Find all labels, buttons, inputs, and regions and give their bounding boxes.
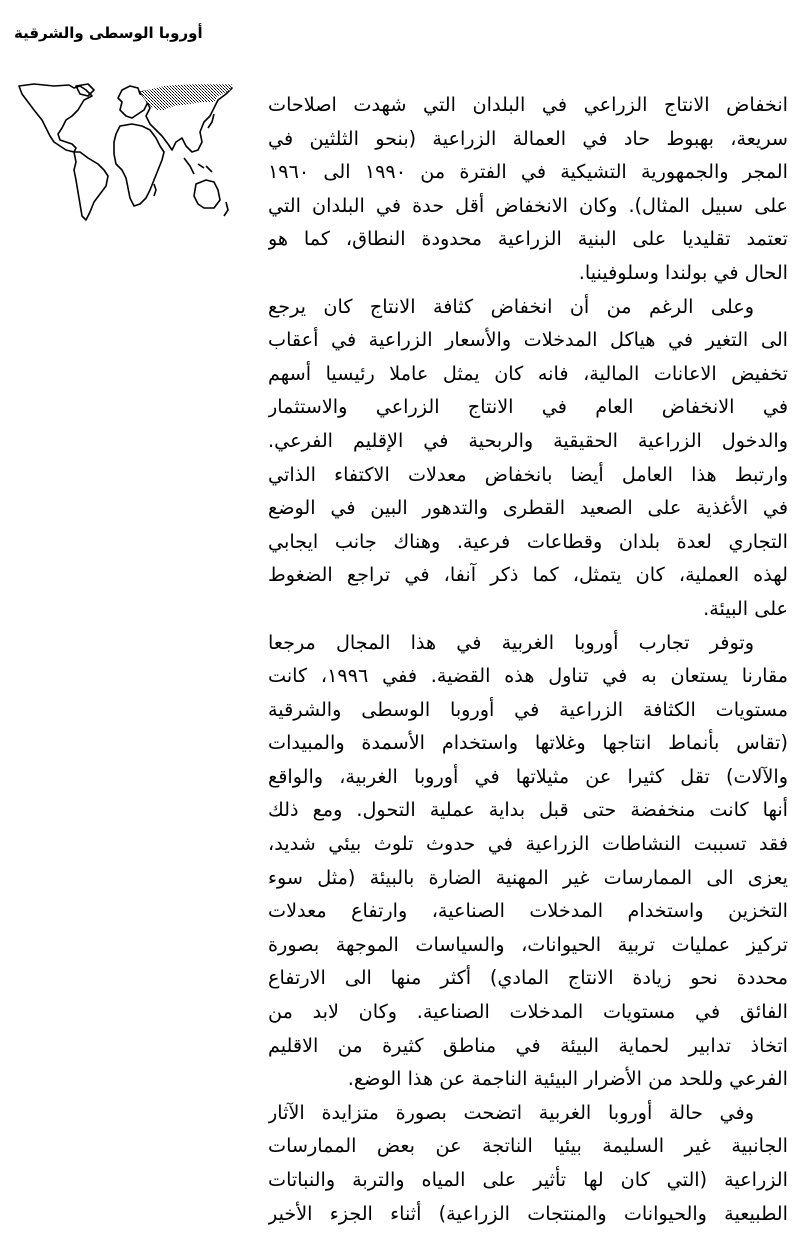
- new-zealand-shape: [224, 202, 228, 216]
- text-line: تركيز عمليات تربية الحيوانات، والسياسات الموجهة بصورة: [268, 932, 788, 956]
- text-line: والدخول الزراعية الحقيقية والربحية في الإقليم الفرعي.: [268, 428, 788, 452]
- text-line: مقارنا يستعان به في تناول هذه القضية. ففي ١٩٩٦، كانت: [268, 664, 788, 688]
- text-line: التخزين واستخدام المدخلات الصناعية، وارتفاع معدلات: [268, 899, 788, 923]
- text-line: الى التغير في هياكل المدخلات والأسعار الزراعية في أعقاب: [268, 328, 788, 352]
- world-map-icon: [14, 80, 238, 222]
- highlight-region-shape: [140, 84, 232, 110]
- text-line: الزراعية (التي كان لها تأثير على المياه والتربة والنباتات: [268, 1168, 788, 1191]
- text-line: الفائق في مستويات المدخلات الصناعية. وكان لابد من: [268, 1000, 788, 1024]
- text-line: الجانبية غير السليمة بيئيا الناتجة عن بعض الممارسات: [268, 1134, 788, 1158]
- text-line: مستويات الكثافة الزراعية في أوروبا الوسطى والشرقية: [268, 697, 788, 721]
- text-line: الحال في بولندا وسلوفينيا.: [578, 260, 788, 284]
- text-line: الفرعي وللحد من الأضرار البيئية الناجمة عن هذا الوضع.: [347, 1067, 788, 1091]
- text-line: وعلى الرغم من أن انخفاض كثافة الانتاج كان يرجع: [268, 294, 754, 318]
- section-title: أوروبا الوسطى والشرقية: [14, 24, 203, 42]
- text-line: تعتمد تقليديا على البنية الزراعية محدودة النطاق، كما هو: [268, 227, 788, 251]
- text-line: انخفاض الانتاج الزراعي في البلدان التي شهدت اصلاحات: [268, 93, 788, 116]
- text-line: (تقاس بأنماط انتاجها وغلاتها واستخدام الأسمدة والمبيدات: [268, 731, 788, 755]
- text-line: أنها كانت منخفضة حتى قبل بداية عملية التحول. ومع ذلك: [268, 798, 788, 822]
- text-line: سريعة، بهبوط حاد في العمالة الزراعية (بنحو الثلثين في: [268, 126, 788, 150]
- body-text: [268, 88, 788, 1230]
- madagascar-shape: [154, 184, 156, 196]
- africa-shape: [114, 124, 164, 206]
- south-america-shape: [74, 152, 108, 220]
- text-line: في الأغذية على الصعيد القطرى والتدهور البين في الوضع: [268, 496, 788, 520]
- text-line: تخفيض الاعانات المالية، فانه كان يمثل عاملا رئيسيا أسهم: [268, 361, 788, 385]
- text-line: في الانخفاض العام في الانتاج الزراعي والاستثمار: [268, 395, 788, 419]
- text-line: وتوفر تجارب أوروبا الغربية في هذا المجال مرجعا: [268, 630, 754, 654]
- section-header: [14, 22, 244, 44]
- text-line: على البيئة.: [703, 596, 788, 620]
- text-line: يعزى الى الممارسات غير المهنية الضارة بالبيئة (مثل سوء: [268, 865, 788, 889]
- text-line: الطبيعية والحيوانات والمنتجات الزراعية) أثناء الجزء الأخير: [268, 1201, 788, 1225]
- australia-shape: [194, 180, 220, 208]
- text-line: على سبيل المثال). وكان الانخفاض أقل حدة في البلدان التي: [268, 193, 788, 217]
- text-line: وفي حالة أوروبا الغربية اتضحت بصورة متزايدة الآثار: [268, 1100, 754, 1124]
- text-line: اتخاذ تدابير لحماية البيئة في مناطق كثيرة من الاقليم: [268, 1033, 788, 1057]
- text-line: محددة نحو زيادة الانتاج المادي) أكثر منها الى الارتفاع: [268, 966, 788, 990]
- text-line: وارتبط هذا العامل أيضا بانخفاض معدلات الاكتفاء الذاتي: [268, 462, 788, 486]
- text-line: التجاري لعدة بلدان وقطاعات فرعية. وهناك جانب ايجابي: [268, 529, 788, 553]
- text-line: فقد تسببت النشاطات الزراعية في حدوث تلوث بيئي شديد،: [268, 832, 788, 856]
- text-line: المجر والجمهورية التشيكية في الفترة من ١٩٩٠ الى ١٩٦٠: [268, 160, 788, 184]
- text-line: لهذه العملية، كان يتمثل، كما ذكر آنفا، في تراجع الضغوط: [268, 563, 788, 587]
- text-line: والآلات) تقل كثيرا عن مثيلاتها في أوروبا الغربية، والواقع: [268, 764, 788, 788]
- indonesia-shape: [184, 158, 212, 174]
